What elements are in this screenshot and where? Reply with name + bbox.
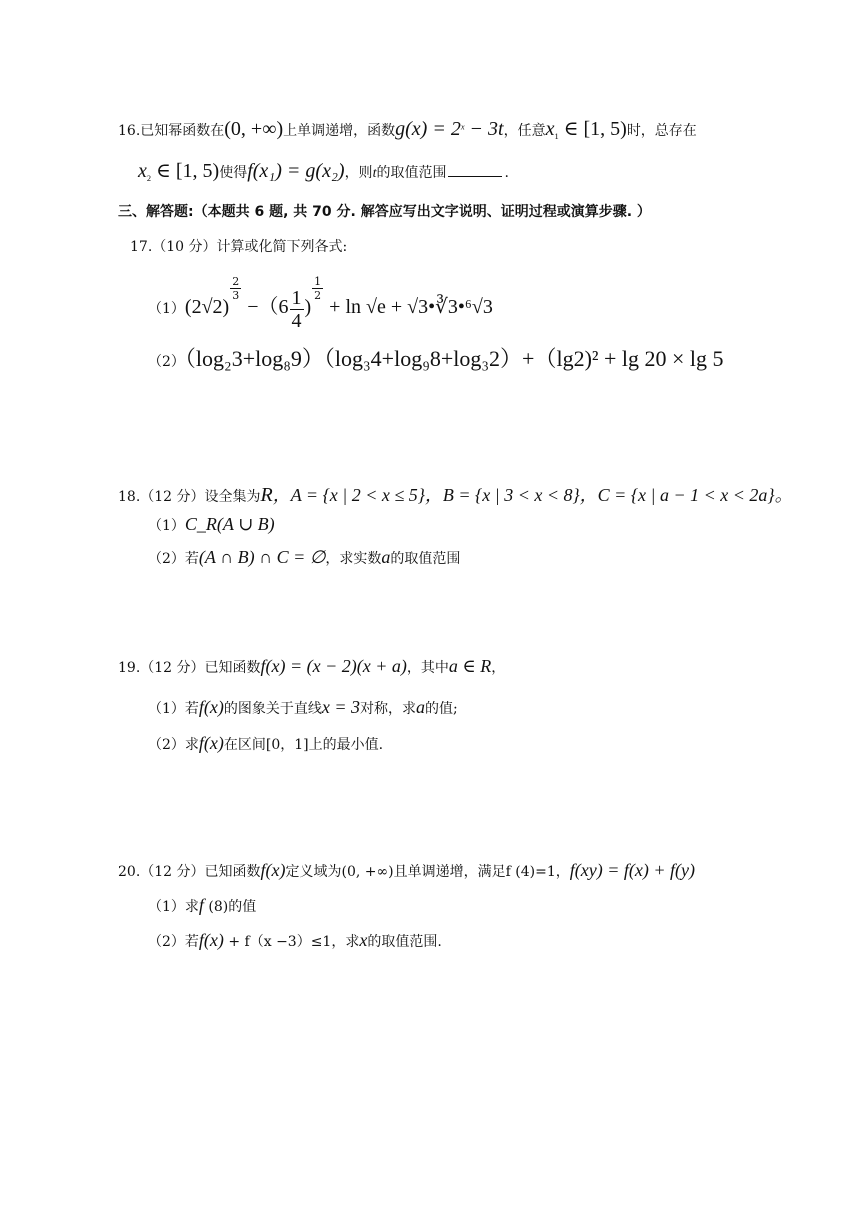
q19-title-text: 19.（12 分）已知函数 <box>118 660 261 676</box>
q17-p1-fraction: $\frac{1}{4}$ <box>291 286 302 332</box>
q19-part-1 <box>148 697 458 718</box>
q16-x2-sub: 2 <box>146 173 152 183</box>
q20-p2-end: 的取值范围. <box>367 934 442 950</box>
q19-p1-f: f(x) <box>198 697 224 717</box>
q16-any: ，任意 <box>503 123 546 139</box>
q16-range-text: 的取值范围 <box>376 165 447 181</box>
q20-p2-label: （2）若 <box>148 934 199 950</box>
q16-x1-sub: 1 <box>554 131 559 141</box>
q18-p2-tail: ，求实数 <box>325 551 382 567</box>
q17-p1-exp-a: $\frac{2}{3}$ <box>232 275 240 302</box>
q20-cond-1: f (4)=1， <box>505 864 570 880</box>
q19-p1-line: x = 3 <box>321 697 361 717</box>
q19-title-end: ， <box>491 660 506 676</box>
q19-p1-a: a <box>416 697 426 717</box>
q16-equation: f(x₁) = g(x₂) <box>247 160 345 182</box>
q18-title <box>118 481 793 507</box>
q18-part-2 <box>148 547 460 568</box>
q16-text: 16.已知幂函数在 <box>118 123 225 139</box>
q18-p1-label: （1） <box>148 518 185 534</box>
q19-condition: a ∈ R <box>448 656 492 676</box>
q18-part-1 <box>148 514 275 535</box>
q20-p2-x: x <box>359 930 368 950</box>
q17-p1-close: ) <box>304 296 312 318</box>
q20-part-2 <box>148 930 442 951</box>
q16-t: t <box>372 166 377 181</box>
section-3-heading: 三、解答题:（本题共 6 题, 共 70 分. 解答应写出文字说明、证明过程或演算步骤. ） <box>118 204 651 220</box>
answer-blank <box>448 176 502 177</box>
q16-g-def: g(x) = 2 <box>395 118 461 140</box>
q17-p1-minus: −（6 <box>242 296 289 318</box>
q17-p1-exp-b: $\frac{1}{2}$ <box>314 275 322 302</box>
q17-p2-expression: （log₂3+log₈9）（log₃4+log₉8+log₃2）+（lg2)² + lg 20 × lg 5 <box>184 346 724 371</box>
q19-function: f(x) = (x − 2)(x + a) <box>260 656 407 676</box>
q16-interval: (0, +∞) <box>224 118 284 140</box>
q18-p1-expression: C_R(A ∪ B) <box>184 514 275 534</box>
q16-g-exp: x <box>460 122 465 132</box>
q19-title <box>118 656 505 677</box>
q20-p2-mid: + f（x −3）≤1，求 <box>223 934 360 950</box>
q19-p1-end: 的值; <box>425 701 458 717</box>
q16-g-rhs: − 3t <box>464 118 504 140</box>
q19-p1-mid: 的图象关于直线 <box>223 701 322 717</box>
q19-p2-f: f(x) <box>198 733 224 753</box>
q16-line-1 <box>118 116 697 141</box>
q19-part-2 <box>148 733 383 754</box>
q19-p2-label: （2）求 <box>148 737 199 753</box>
q18-sets: ，A = {x | 2 < x ≤ 5}，B = {x | 3 < x < 8}，C = {x | a − 1 < x < 2a}。 <box>272 485 793 505</box>
q16-suffix: 时，总存在 <box>626 123 697 139</box>
q19-p1-label: （1）若 <box>148 701 199 717</box>
q20-p2-f: f(x) <box>198 930 224 950</box>
q19-title-mid: ，其中 <box>406 660 449 676</box>
q18-p2-expression: (A ∩ B) ∩ C = ∅ <box>198 547 326 567</box>
q17-part-2 <box>148 342 724 373</box>
q17-title: 17.（10 分）计算或化简下列各式: <box>130 239 348 255</box>
q17-p1-tail: + ln √e + √3•∛3•⁶√3 <box>324 296 493 318</box>
q20-title-text: 20.（12 分）已知函数 <box>118 864 261 880</box>
q17-p2-label: （2） <box>148 354 185 370</box>
q18-a: a <box>381 547 391 567</box>
q18-p2-label: （2）若 <box>148 551 199 567</box>
q16-end: . <box>504 165 509 181</box>
q20-cond-2: f(xy) = f(x) + f(y) <box>569 860 695 880</box>
q20-p1-end: (8)的值 <box>203 899 257 915</box>
q16-line-2 <box>138 158 509 183</box>
q20-part-1 <box>148 895 256 916</box>
q20-title-mid: 定义域为(0, +∞)且单调递增，满足 <box>285 864 506 880</box>
q16-x2: x <box>138 160 147 182</box>
q19-p1-mid2: 对称，求 <box>360 701 417 717</box>
q16-x1: x <box>545 118 555 140</box>
q18-title-text: 18.（12 分）设全集为 <box>118 489 261 505</box>
q17-part-1 <box>148 276 493 331</box>
q20-p1-label: （1）求 <box>148 899 199 915</box>
q16-x2-range: ∈ [1, 5) <box>151 160 220 182</box>
q20-p1-f: f <box>198 895 204 915</box>
q20-title <box>118 860 695 881</box>
q20-f: f(x) <box>260 860 286 880</box>
q16-text-mid: 上单调递增，函数 <box>283 123 396 139</box>
q18-R: R <box>260 484 273 506</box>
q18-p2-end: 的取值范围 <box>390 551 461 567</box>
q17-p1-label: （1） <box>148 301 185 317</box>
q16-x1-range: ∈ [1, 5) <box>558 118 627 140</box>
q17-p1-term-a: (2√2) <box>184 296 230 318</box>
q16-then: ，则 <box>344 165 373 181</box>
q16-use: 使得 <box>219 165 248 181</box>
q19-p2-mid: 在区间[0，1]上的最小值. <box>223 737 384 753</box>
